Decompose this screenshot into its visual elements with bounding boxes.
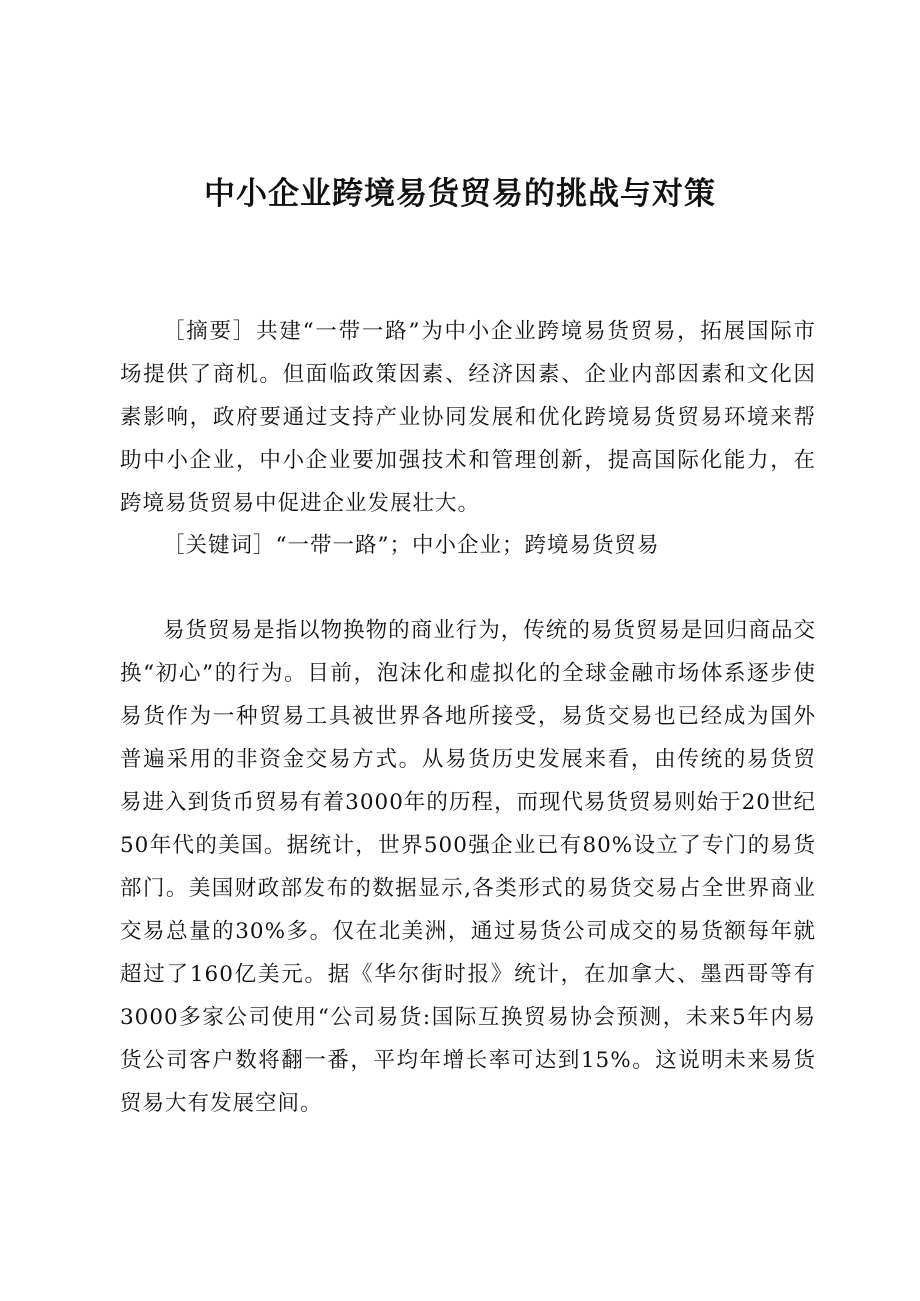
abstract-text: 共建“一带一路”为中小企业跨境易货贸易，拓展国际市场提供了商机。但面临政策因素、经济因素、企业内部因素和文化因素影响，政府要通过支持产业协同发展和优化跨境易货贸易环境来帮助中小企业，中小企业要加强技术和管理创新，提高国际化能力，在跨境易货贸易中促进企业发展壮大。 bbox=[120, 319, 816, 516]
keywords-paragraph bbox=[120, 524, 816, 567]
body-paragraph: 易货贸易是指以物换物的商业行为，传统的易货贸易是回归商品交换“初心”的行为。目前，泡沫化和虚拟化的全球金融市场体系逐步使易货作为一种贸易工具被世界各地所接受，易货交易也已经成为国外普遍采用的非资金交易方式。从易货历史发展来看，由传统的易货贸易进入到货币贸易有着3000年的历程，而现代易货贸易则始于20世纪50年代的美国。据统计，世界500强企业已有80%设立了专门的易货部门。美国财政部发布的数据显示,各类形式的易货交易占全世界商业交易总量的30%多。仅在北美洲，通过易货公司成交的易货额每年就超过了160亿美元。据《华尔街时报》统计，在加拿大、墨西哥等有3000多家公司使用“公司易货:国际互换贸易协会预测，未来5年内易货公司客户数将翻一番，平均年增长率可达到15%。这说明未来易货贸易大有发展空间。 bbox=[120, 618, 816, 1116]
document-title: 中小企业跨境易货贸易的挑战与对策 bbox=[204, 176, 716, 212]
abstract-label: ［摘要］ bbox=[163, 319, 257, 344]
keywords-text: “一带一路”；中小企业；跨境易货贸易 bbox=[275, 533, 660, 558]
keywords-label: ［关键词］ bbox=[163, 533, 276, 558]
abstract-paragraph bbox=[120, 310, 816, 525]
